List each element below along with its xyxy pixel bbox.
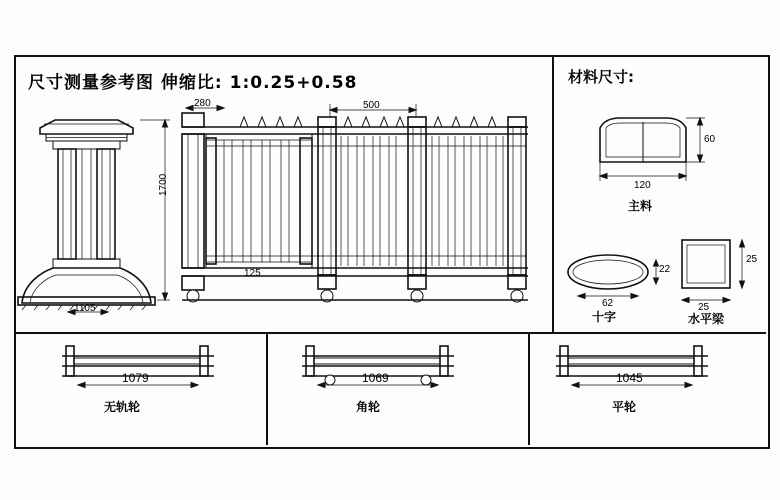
label-square: 水平梁 [688, 312, 725, 326]
dim-square-height: 25 [746, 254, 758, 265]
dim-carriage-1: 1079 [122, 371, 149, 385]
label-oval: 十字 [592, 310, 617, 324]
dim-oval-width: 62 [602, 298, 614, 309]
page-title: 尺寸测量参考图 伸缩比: 1:0.25+0.58 [28, 73, 358, 93]
dim-main-profile-height: 60 [704, 134, 716, 145]
label-main-profile: 主料 [628, 199, 653, 213]
material-profiles [568, 118, 745, 303]
label-carriage-3: 平轮 [612, 400, 637, 414]
dim-post-gap: 125 [244, 268, 261, 279]
dim-main-profile-width: 120 [634, 180, 651, 191]
dim-rail-span: 500 [363, 100, 380, 111]
material-panel-title: 材料尺寸: [568, 68, 634, 86]
dim-carriage-2: 1069 [362, 371, 389, 385]
dim-oval-height: 22 [659, 264, 671, 275]
dim-square-width: 25 [698, 302, 710, 313]
dim-carriage-3: 1045 [616, 371, 643, 385]
label-carriage-1: 无轨轮 [104, 400, 141, 414]
dim-column-base-width: 1105 [74, 303, 96, 314]
retractable-gate-elevation [182, 104, 528, 302]
dim-column-height: 1700 [158, 173, 169, 196]
label-carriage-2: 角轮 [356, 400, 381, 414]
column-elevation [18, 120, 170, 315]
dim-rail-top-small: 280 [194, 98, 211, 109]
